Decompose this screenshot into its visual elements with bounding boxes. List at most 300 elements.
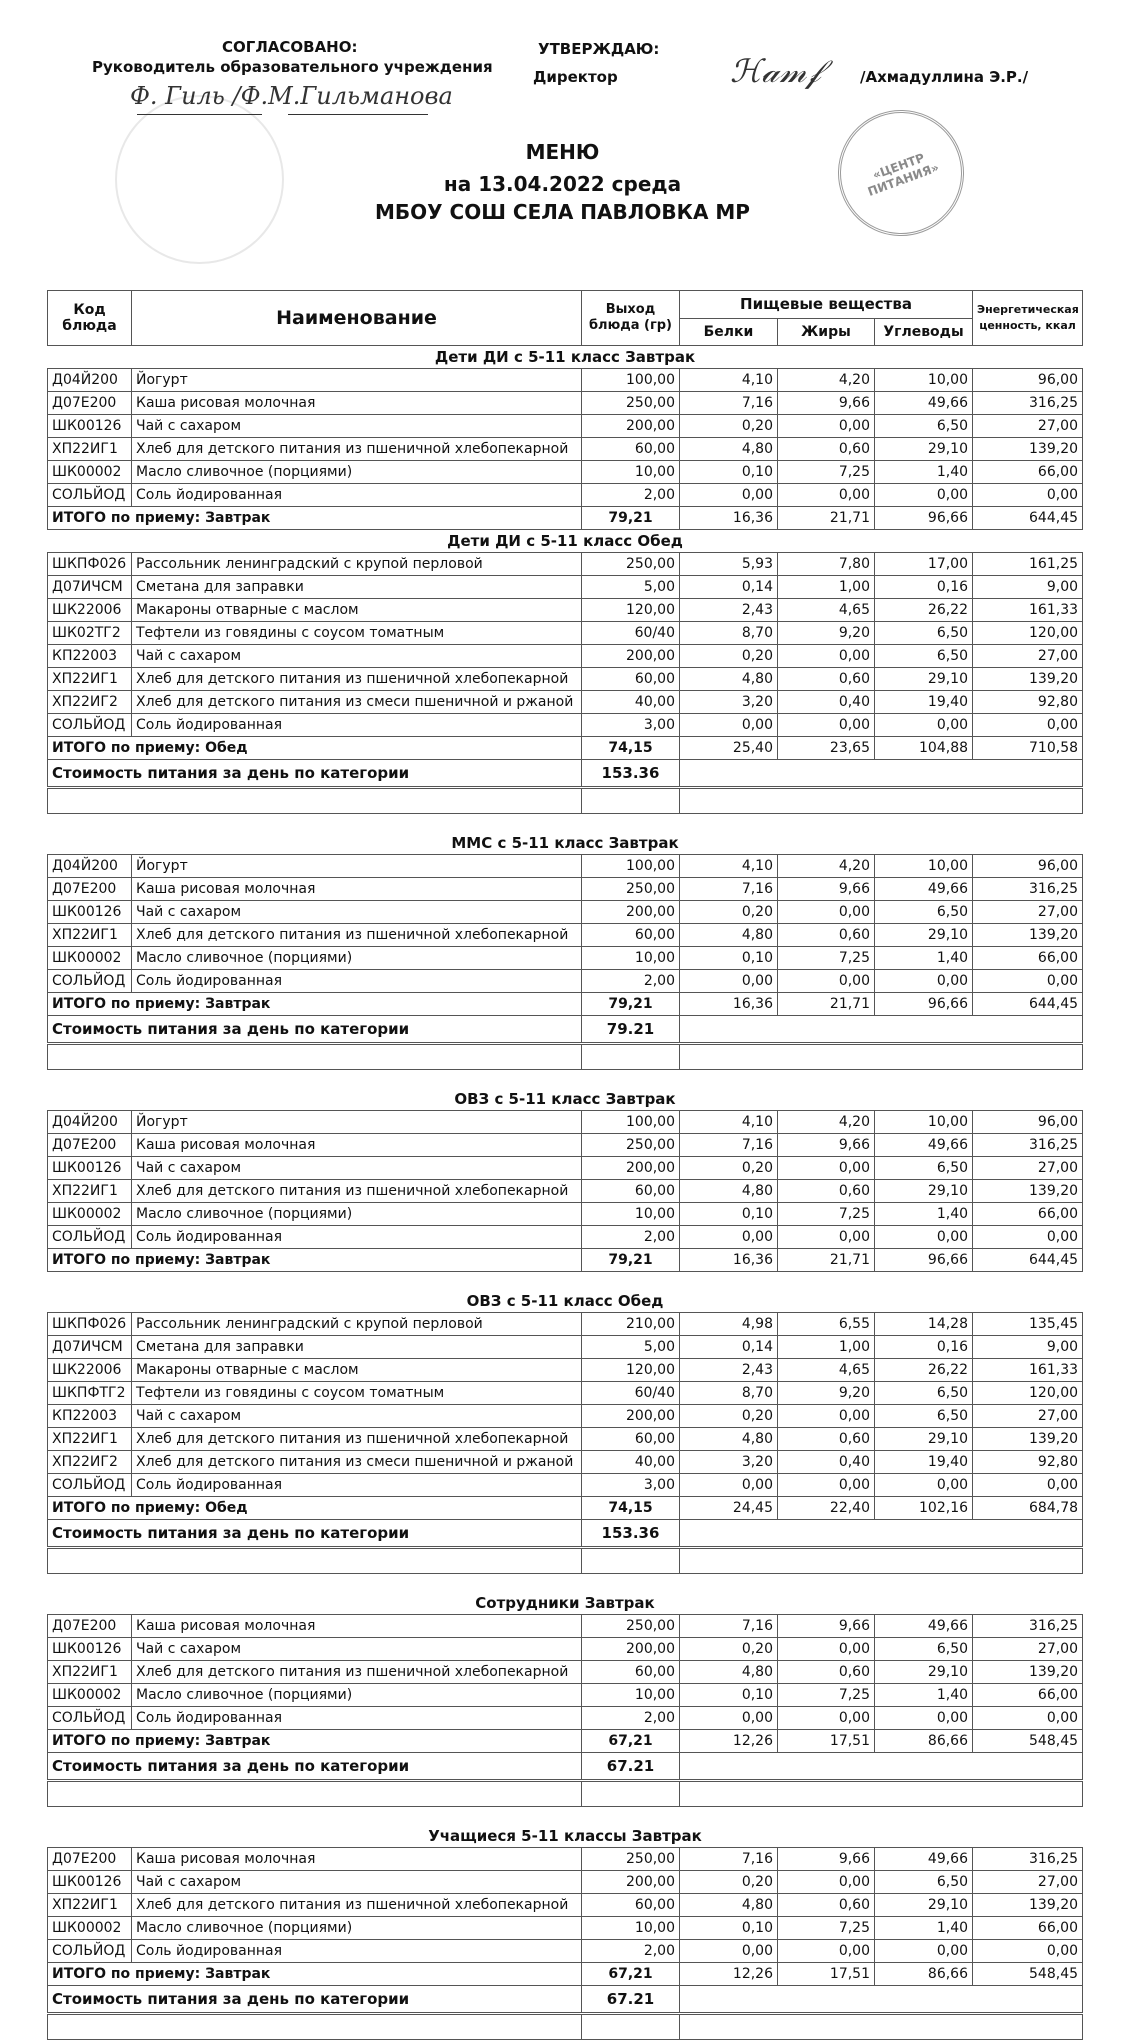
total-fat: 21,71 [778,993,875,1016]
total-yield: 79,21 [582,507,680,530]
menu-title: МЕНЮ [525,140,600,164]
dish-protein: 4,10 [680,855,778,878]
table-row [48,622,1083,645]
dish-protein: 0,10 [680,461,778,484]
cost-row [48,1016,1083,1044]
table-row [48,1157,1083,1180]
total-carbs: 96,66 [875,1249,973,1272]
dish-energy: 92,80 [973,691,1083,714]
total-energy: 644,45 [973,1249,1083,1272]
dish-code: ШК22006 [48,1359,132,1382]
dish-code: СОЛЬЙОД [48,1940,132,1963]
dish-protein: 8,70 [680,1382,778,1405]
dish-energy: 139,20 [973,668,1083,691]
cost-label: Стоимость питания за день по категории [48,1520,582,1548]
dish-carbs: 1,40 [875,1203,973,1226]
table-row [48,1336,1083,1359]
dish-fat: 7,25 [778,947,875,970]
dish-name: Макароны отварные с маслом [132,599,582,622]
section-title-row [48,832,1083,855]
dish-yield: 60,00 [582,1661,680,1684]
dish-fat: 0,60 [778,668,875,691]
total-protein: 24,45 [680,1497,778,1520]
col-name: Наименование [132,291,582,346]
dish-carbs: 10,00 [875,369,973,392]
dish-energy: 139,20 [973,1894,1083,1917]
approve-label: УТВЕРЖДАЮ: [538,40,660,58]
dish-energy: 27,00 [973,1871,1083,1894]
dish-fat: 9,66 [778,1134,875,1157]
spacer-row [48,1070,1083,1089]
dish-protein: 4,80 [680,438,778,461]
dish-carbs: 29,10 [875,1661,973,1684]
dish-fat: 0,60 [778,1661,875,1684]
total-yield: 67,21 [582,1963,680,1986]
dish-yield: 40,00 [582,691,680,714]
dish-name: Масло сливочное (порциями) [132,1917,582,1940]
total-protein: 16,36 [680,507,778,530]
dish-energy: 27,00 [973,1405,1083,1428]
dish-energy: 120,00 [973,1382,1083,1405]
dish-energy: 27,00 [973,1157,1083,1180]
dish-name: Хлеб для детского питания из смеси пшеничной и ржаной [132,1451,582,1474]
dish-name: Соль йодированная [132,1226,582,1249]
blank-row [48,2014,1083,2040]
dish-name: Чай с сахаром [132,901,582,924]
total-yield: 79,21 [582,993,680,1016]
dish-carbs: 0,00 [875,484,973,507]
dish-name: Соль йодированная [132,970,582,993]
dish-code: ШК00002 [48,947,132,970]
section-title: ММС с 5-11 класс Завтрак [48,832,1083,855]
table-row [48,855,1083,878]
cost-row [48,760,1083,788]
cost-value: 67.21 [582,1753,680,1781]
dish-code: ШК00002 [48,1203,132,1226]
dish-name: Хлеб для детского питания из пшеничной хлебопекарной [132,1180,582,1203]
dish-code: ХП22ИГ2 [48,1451,132,1474]
table-row [48,691,1083,714]
table-row [48,878,1083,901]
dish-fat: 0,00 [778,1871,875,1894]
dish-energy: 96,00 [973,1111,1083,1134]
dish-energy: 0,00 [973,970,1083,993]
cost-label: Стоимость питания за день по категории [48,760,582,788]
dish-code: ШК00126 [48,415,132,438]
total-yield: 74,15 [582,1497,680,1520]
dish-energy: 0,00 [973,484,1083,507]
table-row [48,484,1083,507]
dish-energy: 316,25 [973,878,1083,901]
total-fat: 23,65 [778,737,875,760]
total-fat: 21,71 [778,1249,875,1272]
dish-fat: 0,00 [778,645,875,668]
dish-name: Соль йодированная [132,484,582,507]
total-label: ИТОГО по приему: Завтрак [48,507,582,530]
dish-code: ШК00126 [48,901,132,924]
section-title-row [48,1290,1083,1313]
total-label: ИТОГО по приему: Обед [48,737,582,760]
dish-carbs: 19,40 [875,691,973,714]
dish-name: Йогурт [132,1111,582,1134]
dish-code: СОЛЬЙОД [48,970,132,993]
dish-code: СОЛЬЙОД [48,1226,132,1249]
dish-carbs: 29,10 [875,1428,973,1451]
dish-carbs: 19,40 [875,1451,973,1474]
dish-yield: 60,00 [582,924,680,947]
blank-row [48,1044,1083,1070]
total-energy: 710,58 [973,737,1083,760]
dish-name: Хлеб для детского питания из смеси пшеничной и ржаной [132,691,582,714]
dish-name: Хлеб для детского питания из пшеничной хлебопекарной [132,1428,582,1451]
dish-name: Хлеб для детского питания из пшеничной хлебопекарной [132,1661,582,1684]
dish-carbs: 0,00 [875,1474,973,1497]
dish-energy: 66,00 [973,1684,1083,1707]
total-carbs: 102,16 [875,1497,973,1520]
dish-yield: 100,00 [582,855,680,878]
dish-fat: 0,00 [778,415,875,438]
dish-yield: 60,00 [582,438,680,461]
dish-protein: 5,93 [680,553,778,576]
dish-yield: 2,00 [582,1226,680,1249]
dish-name: Чай с сахаром [132,415,582,438]
table-row [48,1894,1083,1917]
dish-code: ХП22ИГ1 [48,1894,132,1917]
dish-fat: 0,00 [778,1940,875,1963]
dish-protein: 0,00 [680,970,778,993]
dish-yield: 200,00 [582,415,680,438]
dish-carbs: 29,10 [875,924,973,947]
dish-fat: 0,00 [778,1157,875,1180]
dish-name: Масло сливочное (порциями) [132,1684,582,1707]
dish-fat: 7,25 [778,1684,875,1707]
dish-name: Соль йодированная [132,714,582,737]
dish-yield: 60/40 [582,622,680,645]
dish-carbs: 0,00 [875,970,973,993]
director-signature: ℋ𝒶𝓂𝒻 [730,52,821,90]
dish-energy: 9,00 [973,1336,1083,1359]
table-row [48,668,1083,691]
dish-name: Каша рисовая молочная [132,392,582,415]
dish-code: ХП22ИГ1 [48,924,132,947]
dish-name: Масло сливочное (порциями) [132,1203,582,1226]
dish-yield: 5,00 [582,1336,680,1359]
dish-name: Масло сливочное (порциями) [132,947,582,970]
dish-yield: 3,00 [582,714,680,737]
dish-energy: 66,00 [973,1203,1083,1226]
dish-name: Рассольник ленинградский с крупой перловой [132,553,582,576]
cost-label: Стоимость питания за день по категории [48,1986,582,2014]
dish-name: Чай с сахаром [132,1638,582,1661]
total-row [48,1249,1083,1272]
dish-carbs: 6,50 [875,645,973,668]
dish-protein: 0,20 [680,901,778,924]
col-code: Код блюда [48,291,132,346]
dish-fat: 0,60 [778,1894,875,1917]
dish-code: ХП22ИГ1 [48,438,132,461]
agreed-role: Руководитель образовательного учреждения [92,58,493,76]
dish-code: ШК00002 [48,1684,132,1707]
dish-carbs: 29,10 [875,438,973,461]
table-row [48,461,1083,484]
table-row [48,947,1083,970]
dish-yield: 10,00 [582,1917,680,1940]
dish-energy: 316,25 [973,392,1083,415]
dish-energy: 316,25 [973,1615,1083,1638]
dish-carbs: 6,50 [875,622,973,645]
dish-protein: 0,20 [680,1405,778,1428]
total-energy: 548,45 [973,1963,1083,1986]
dish-fat: 9,66 [778,1848,875,1871]
dish-yield: 120,00 [582,1359,680,1382]
dish-protein: 0,20 [680,1871,778,1894]
dish-carbs: 1,40 [875,1917,973,1940]
total-carbs: 86,66 [875,1730,973,1753]
total-yield: 74,15 [582,737,680,760]
dish-carbs: 14,28 [875,1313,973,1336]
table-row [48,1917,1083,1940]
section-title: ОВЗ с 5-11 класс Завтрак [48,1088,1083,1111]
dish-fat: 0,40 [778,691,875,714]
dish-code: КП22003 [48,645,132,668]
cost-value: 153.36 [582,760,680,788]
table-row [48,1474,1083,1497]
total-energy: 644,45 [973,507,1083,530]
dish-name: Тефтели из говядины с соусом томатным [132,622,582,645]
total-label: ИТОГО по приему: Завтрак [48,1249,582,1272]
dish-fat: 0,00 [778,714,875,737]
cost-row [48,1753,1083,1781]
dish-code: Д04Й200 [48,855,132,878]
table-row [48,1111,1083,1134]
dish-carbs: 1,40 [875,461,973,484]
dish-code: Д07ИЧСМ [48,1336,132,1359]
dish-yield: 2,00 [582,1940,680,1963]
dish-energy: 66,00 [973,947,1083,970]
dish-carbs: 0,00 [875,1707,973,1730]
dish-yield: 200,00 [582,1638,680,1661]
dish-carbs: 6,50 [875,1382,973,1405]
dish-energy: 0,00 [973,1226,1083,1249]
table-row [48,1684,1083,1707]
dish-carbs: 0,16 [875,1336,973,1359]
dish-yield: 210,00 [582,1313,680,1336]
dish-name: Чай с сахаром [132,645,582,668]
table-row [48,1707,1083,1730]
dish-carbs: 0,00 [875,1940,973,1963]
dish-fat: 0,60 [778,1428,875,1451]
table-row [48,1451,1083,1474]
dish-energy: 0,00 [973,1707,1083,1730]
dish-yield: 2,00 [582,970,680,993]
total-label: ИТОГО по приему: Завтрак [48,993,582,1016]
dish-carbs: 0,16 [875,576,973,599]
dish-yield: 200,00 [582,1157,680,1180]
spacer-row [48,1807,1083,1826]
total-protein: 16,36 [680,993,778,1016]
dish-fat: 0,60 [778,1180,875,1203]
dish-energy: 27,00 [973,1638,1083,1661]
dish-fat: 9,66 [778,1615,875,1638]
dish-protein: 0,00 [680,714,778,737]
dish-carbs: 6,50 [875,1157,973,1180]
table-row [48,438,1083,461]
dish-yield: 2,00 [582,1707,680,1730]
dish-code: Д07ИЧСМ [48,576,132,599]
dish-fat: 0,00 [778,484,875,507]
dish-protein: 4,80 [680,1661,778,1684]
total-label: ИТОГО по приему: Завтрак [48,1963,582,1986]
total-protein: 12,26 [680,1963,778,1986]
cost-label: Стоимость питания за день по категории [48,1016,582,1044]
dish-protein: 4,80 [680,668,778,691]
section-title-row [48,1825,1083,1848]
dish-yield: 2,00 [582,484,680,507]
cost-row [48,1520,1083,1548]
dish-yield: 10,00 [582,1684,680,1707]
dish-code: ШК00126 [48,1638,132,1661]
dish-fat: 9,20 [778,622,875,645]
table-row [48,1359,1083,1382]
dish-protein: 4,80 [680,1180,778,1203]
dish-protein: 0,10 [680,947,778,970]
total-row [48,737,1083,760]
approve-name: /Ахмадуллина Э.Р./ [860,68,1029,86]
dish-energy: 139,20 [973,438,1083,461]
dish-energy: 316,25 [973,1134,1083,1157]
dish-yield: 60,00 [582,1428,680,1451]
table-row [48,1226,1083,1249]
dish-fat: 0,00 [778,1638,875,1661]
dish-protein: 4,80 [680,1428,778,1451]
dish-code: СОЛЬЙОД [48,484,132,507]
dish-code: ШК00126 [48,1157,132,1180]
blank-row [48,788,1083,814]
dish-energy: 139,20 [973,924,1083,947]
total-fat: 17,51 [778,1730,875,1753]
menu-date: на 13.04.2022 среда [443,172,682,196]
menu-table [47,290,1083,2040]
dish-carbs: 49,66 [875,392,973,415]
dish-fat: 1,00 [778,576,875,599]
school-name: МБОУ СОШ СЕЛА ПАВЛОВКА МР [375,200,750,224]
dish-protein: 7,16 [680,1848,778,1871]
dish-fat: 0,60 [778,438,875,461]
dish-fat: 4,20 [778,369,875,392]
dish-code: СОЛЬЙОД [48,1707,132,1730]
dish-yield: 10,00 [582,461,680,484]
dish-code: КП22003 [48,1405,132,1428]
table-row [48,1203,1083,1226]
section-title: Сотрудники Завтрак [48,1592,1083,1615]
dish-yield: 250,00 [582,878,680,901]
dish-carbs: 10,00 [875,1111,973,1134]
spacer-row [48,814,1083,833]
dish-protein: 0,20 [680,415,778,438]
dish-name: Чай с сахаром [132,1157,582,1180]
col-protein: Белки [680,318,778,346]
dish-fat: 4,65 [778,599,875,622]
dish-protein: 0,00 [680,484,778,507]
section-title: ОВЗ с 5-11 класс Обед [48,1290,1083,1313]
signature-line [137,114,262,115]
total-label: ИТОГО по приему: Завтрак [48,1730,582,1753]
dish-protein: 3,20 [680,691,778,714]
dish-yield: 100,00 [582,1111,680,1134]
table-row [48,924,1083,947]
total-fat: 21,71 [778,507,875,530]
dish-fat: 9,66 [778,392,875,415]
dish-fat: 4,65 [778,1359,875,1382]
dish-energy: 161,33 [973,599,1083,622]
dish-yield: 200,00 [582,645,680,668]
dish-carbs: 29,10 [875,1180,973,1203]
dish-code: ШК00126 [48,1871,132,1894]
dish-name: Каша рисовая молочная [132,1134,582,1157]
cost-value: 79.21 [582,1016,680,1044]
dish-code: Д07Е200 [48,1848,132,1871]
dish-yield: 100,00 [582,369,680,392]
dish-code: ХП22ИГ1 [48,1180,132,1203]
table-row [48,369,1083,392]
dish-fat: 0,00 [778,1226,875,1249]
table-row [48,970,1083,993]
total-row [48,1963,1083,1986]
dish-carbs: 49,66 [875,1615,973,1638]
dish-yield: 3,00 [582,1474,680,1497]
col-carbs: Углеводы [875,318,973,346]
dish-fat: 7,80 [778,553,875,576]
dish-protein: 0,10 [680,1684,778,1707]
dish-fat: 9,20 [778,1382,875,1405]
dish-name: Хлеб для детского питания из пшеничной хлебопекарной [132,924,582,947]
spacer-row [48,1574,1083,1593]
table-row [48,1615,1083,1638]
dish-carbs: 26,22 [875,1359,973,1382]
dish-name: Соль йодированная [132,1707,582,1730]
dish-yield: 250,00 [582,553,680,576]
dish-name: Каша рисовая молочная [132,1615,582,1638]
total-protein: 25,40 [680,737,778,760]
dish-yield: 10,00 [582,947,680,970]
dish-energy: 139,20 [973,1180,1083,1203]
dish-energy: 66,00 [973,461,1083,484]
dish-fat: 0,40 [778,1451,875,1474]
table-row [48,576,1083,599]
dish-energy: 316,25 [973,1848,1083,1871]
dish-carbs: 49,66 [875,1848,973,1871]
dish-name: Тефтели из говядины с соусом томатным [132,1382,582,1405]
table-row [48,392,1083,415]
dish-fat: 6,55 [778,1313,875,1336]
dish-energy: 120,00 [973,622,1083,645]
total-carbs: 104,88 [875,737,973,760]
dish-carbs: 6,50 [875,1871,973,1894]
dish-protein: 0,10 [680,1203,778,1226]
table-row [48,1180,1083,1203]
dish-protein: 0,14 [680,1336,778,1359]
dish-yield: 200,00 [582,1405,680,1428]
dish-name: Хлеб для детского питания из пшеничной хлебопекарной [132,1894,582,1917]
table-row [48,645,1083,668]
dish-code: ХП22ИГ1 [48,1428,132,1451]
total-label: ИТОГО по приему: Обед [48,1497,582,1520]
dish-name: Сметана для заправки [132,576,582,599]
cost-label: Стоимость питания за день по категории [48,1753,582,1781]
total-protein: 16,36 [680,1249,778,1272]
dish-fat: 4,20 [778,1111,875,1134]
total-energy: 548,45 [973,1730,1083,1753]
